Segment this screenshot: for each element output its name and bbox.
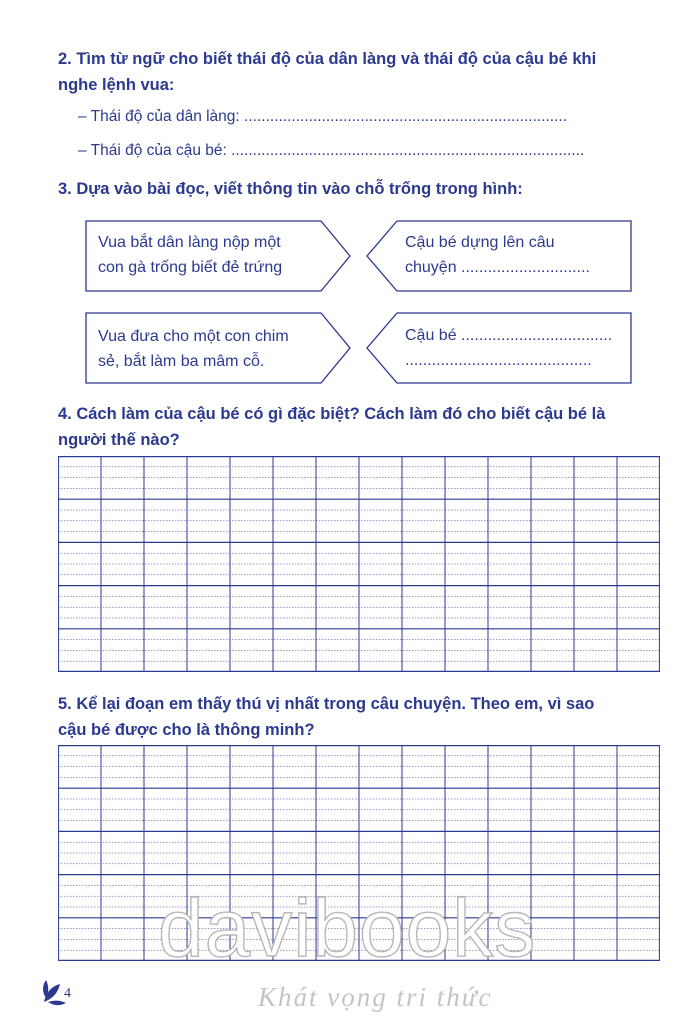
- box1-line1: Vua bắt dân làng nộp một: [98, 234, 281, 251]
- writing-grid-q4[interactable]: [58, 456, 660, 672]
- answer-label-villagers: – Thái độ của dân làng:: [78, 108, 240, 125]
- answer-dots-boy: ..................................................................................: [231, 142, 585, 159]
- watermark-brand: davibooks: [158, 883, 537, 974]
- question-3-title: 3. Dựa vào bài đọc, viết thông tin vào chỗ trống trong hình:: [58, 180, 523, 198]
- question-4-title-line2: người thế nào?: [58, 431, 180, 449]
- box2-line1: Cậu bé dựng lên câu: [405, 234, 555, 251]
- question-4-title: [58, 401, 605, 453]
- question-4-title-line1: 4. Cách làm của cậu bé có gì đặc biệt? Cách làm đó cho biết cậu bé là: [58, 405, 606, 423]
- question-5-title: [58, 691, 594, 743]
- box2-text[interactable]: [405, 230, 590, 280]
- answer-label-boy: – Thái độ của cậu bé:: [78, 142, 227, 159]
- question-2-title-line2: nghe lệnh vua:: [58, 76, 175, 94]
- box3-line2: sẻ, bắt làm ba mâm cỗ.: [98, 353, 265, 370]
- box3-text: [98, 324, 289, 374]
- question-5-title-line1: 5. Kể lại đoạn em thấy thú vị nhất trong câu chuyện. Theo em, vì sao: [58, 695, 595, 713]
- question-5-title-line2: cậu bé được cho là thông minh?: [58, 721, 315, 739]
- box4-line1: Cậu bé ..................................: [405, 327, 613, 344]
- answer-dots-villagers: ...........................................................................: [244, 108, 568, 125]
- box4-text[interactable]: [405, 323, 612, 373]
- box4-line2: ..........................................: [405, 352, 592, 369]
- box2-line2: chuyện .............................: [405, 259, 590, 276]
- watermark-slogan: Khát vọng tri thức: [258, 982, 493, 1012]
- box1-line2: con gà trống biết đẻ trứng: [98, 259, 283, 276]
- box1-text: [98, 230, 282, 280]
- page-number: 4: [64, 986, 71, 1001]
- question-2-title-line1: 2. Tìm từ ngữ cho biết thái độ của dân làng và thái độ của cậu bé khi: [58, 50, 597, 68]
- box3-line1: Vua đưa cho một con chim: [98, 328, 289, 345]
